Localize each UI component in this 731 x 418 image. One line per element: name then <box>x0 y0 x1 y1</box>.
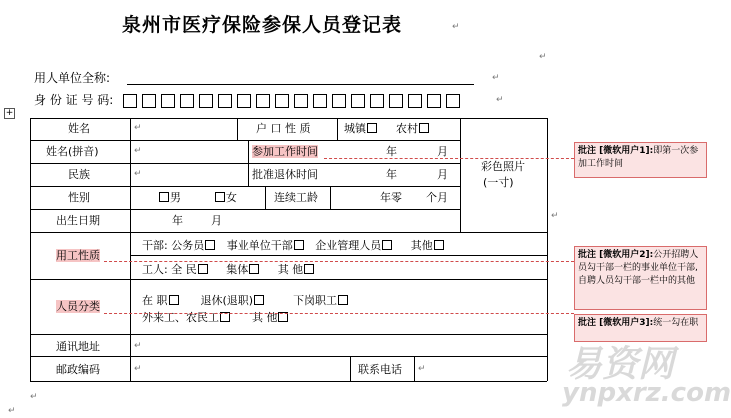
checkbox-town[interactable] <box>367 123 377 133</box>
checkbox-in-service[interactable] <box>169 295 179 305</box>
cell-mark: ↵ <box>134 146 142 156</box>
option-collective-label: 集体 <box>226 263 249 276</box>
label-name-pinyin: 姓名(拼音) <box>46 145 99 158</box>
id-digit-box[interactable] <box>389 94 403 108</box>
id-digit-box[interactable] <box>199 94 213 108</box>
id-digit-box[interactable] <box>370 94 384 108</box>
option-enterprise-mgmt-label: 企业管理人员 <box>315 239 382 252</box>
label-person-category: 人员分类 <box>56 300 100 313</box>
option-other2-label: 其 他 <box>277 263 304 276</box>
id-digit-box[interactable] <box>180 94 194 108</box>
label-gender: 性别 <box>68 191 90 204</box>
comment-connector <box>324 158 574 159</box>
table-line <box>265 186 266 209</box>
watermark-text: 易资网 <box>566 344 675 385</box>
table-line <box>414 356 415 381</box>
paragraph-mark: ↵ <box>452 22 460 32</box>
id-digit-box[interactable] <box>408 94 422 108</box>
id-digit-box[interactable] <box>313 94 327 108</box>
label-ethnicity: 民族 <box>68 168 90 181</box>
checkbox-civil-servant[interactable] <box>205 240 215 250</box>
option-male-label: 男 <box>170 191 181 204</box>
paragraph-mark: ↵ <box>492 73 500 83</box>
table-line <box>337 118 338 141</box>
table-line <box>237 118 238 141</box>
checkbox-collective[interactable] <box>249 264 259 274</box>
employer-label: 用人单位全称: <box>34 71 111 85</box>
checkbox-enterprise-mgmt[interactable] <box>382 240 392 250</box>
option-outside-worker-label: 外来工、农民工 <box>142 311 219 324</box>
label-year: 年 <box>386 145 397 158</box>
page-title: 泉州市医疗保险参保人员登记表 <box>122 14 403 36</box>
worker-label: 工人: <box>142 263 168 276</box>
id-number-label: 身 份 证 号 码: <box>34 93 114 107</box>
comment-connector <box>104 313 574 314</box>
table-line <box>30 186 460 187</box>
table-move-handle-icon[interactable]: + <box>5 108 14 118</box>
category-options-1 <box>142 292 349 308</box>
checkbox-institution-cadre[interactable] <box>294 240 304 250</box>
table-line <box>248 140 249 186</box>
paragraph-mark: ↵ <box>539 52 547 62</box>
cell-mark: ↵ <box>134 364 142 374</box>
label-postcode: 邮政编码 <box>56 363 100 376</box>
id-digit-box[interactable] <box>161 94 175 108</box>
option-town-label: 城镇 <box>344 122 366 135</box>
label-year: 年 <box>172 214 183 227</box>
comment-balloon-2[interactable] <box>574 246 707 310</box>
table-line <box>30 163 460 164</box>
comment-connector <box>104 261 574 262</box>
label-continuous-seniority: 连续工龄 <box>274 191 318 204</box>
id-digit-box[interactable] <box>275 94 289 108</box>
cell-mark: ↵ <box>418 364 426 374</box>
cell-mark: ↵ <box>134 123 142 133</box>
cell-mark: ↵ <box>134 341 142 351</box>
id-digit-box[interactable] <box>294 94 308 108</box>
cell-mark: ↵ <box>134 169 142 179</box>
option-retired-label: 退休(退职) <box>200 294 254 307</box>
paragraph-mark: ↵ <box>30 392 38 402</box>
id-digit-box[interactable] <box>446 94 460 108</box>
id-digit-box[interactable] <box>351 94 365 108</box>
id-digit-box[interactable] <box>142 94 156 108</box>
label-month: 月 <box>437 145 448 158</box>
table-border <box>30 118 547 119</box>
option-in-service-label: 在 职 <box>142 294 168 307</box>
label-month: 月 <box>437 168 448 181</box>
table-border <box>30 118 31 381</box>
table-line <box>330 186 331 209</box>
table-line <box>30 334 547 335</box>
label-month: 月 <box>211 214 222 227</box>
row-mark: ↵ <box>551 211 559 221</box>
cadre-label: 干部: <box>142 239 168 252</box>
comment-text: 公开招聘人员勾干部一栏的事业单位干部,自聘人员勾干部一栏中的其他 <box>578 250 699 286</box>
checkbox-retired[interactable] <box>254 295 264 305</box>
id-digit-box[interactable] <box>427 94 441 108</box>
table-line <box>30 140 460 141</box>
table-border <box>30 381 547 382</box>
employer-input-line[interactable] <box>127 84 474 85</box>
label-year: 年 <box>386 168 397 181</box>
option-male[interactable] <box>158 191 181 204</box>
option-village[interactable] <box>396 122 430 135</box>
id-digit-box[interactable] <box>237 94 251 108</box>
paragraph-mark: ↵ <box>8 406 16 416</box>
id-digit-box[interactable] <box>218 94 232 108</box>
option-town[interactable] <box>344 122 378 135</box>
option-laid-off-label: 下岗职工 <box>293 294 338 307</box>
cadre-options <box>142 237 445 253</box>
table-line <box>30 209 460 210</box>
comment-balloon-1[interactable] <box>574 142 707 178</box>
label-join-work-time: 参加工作时间 <box>252 145 318 158</box>
id-digit-box[interactable] <box>256 94 270 108</box>
category-options-2 <box>142 309 289 325</box>
comment-text: 统一勾在职 <box>653 318 699 328</box>
option-village-label: 农村 <box>396 122 418 135</box>
comment-text: 即第一次参加工作时间 <box>578 146 699 169</box>
label-phone: 联系电话 <box>358 363 402 376</box>
paragraph-mark: ↵ <box>496 95 504 105</box>
table-line <box>460 118 461 232</box>
comment-tag: 批注 [微软用户1]: <box>578 146 654 156</box>
option-other-label: 其他 <box>410 239 433 252</box>
checkbox-other2[interactable] <box>304 264 314 274</box>
label-retire-time: 批准退休时间 <box>252 168 318 181</box>
checkbox-male[interactable] <box>159 192 169 202</box>
checkbox-other[interactable] <box>434 240 444 250</box>
label-birth-date: 出生日期 <box>56 214 100 227</box>
comment-tag: 批注 [微软用户2]: <box>578 250 654 260</box>
checkbox-village[interactable] <box>419 123 429 133</box>
worker-options <box>142 261 315 277</box>
photo-label: 彩色照片 <box>481 160 525 173</box>
option-other3-label: 其 他 <box>251 311 278 324</box>
table-line <box>30 232 547 233</box>
option-institution-cadre-label: 事业单位干部 <box>226 239 293 252</box>
label-months: 个月 <box>426 191 448 204</box>
option-civil-servant-label: 公务员 <box>171 239 205 252</box>
checkbox-laid-off[interactable] <box>338 295 348 305</box>
id-digit-box[interactable] <box>332 94 346 108</box>
label-name: 姓名 <box>68 122 90 135</box>
comment-tag: 批注 [微软用户3]: <box>578 318 654 328</box>
label-work-nature: 用工性质 <box>56 249 100 262</box>
option-female[interactable] <box>214 191 237 204</box>
checkbox-female[interactable] <box>215 192 225 202</box>
watermark-url: ynpxrz.com <box>562 378 731 408</box>
table-line <box>130 118 131 381</box>
label-address: 通讯地址 <box>56 340 100 353</box>
table-line <box>30 356 547 357</box>
table-line <box>350 356 351 381</box>
id-digit-box[interactable] <box>123 94 137 108</box>
option-female-label: 女 <box>226 191 237 204</box>
table-line <box>30 279 547 280</box>
photo-size: (一寸) <box>483 176 514 189</box>
label-hukou: 户 口 性 质 <box>256 122 311 135</box>
table-line <box>130 255 547 256</box>
option-permanent-label: 全 民 <box>171 263 197 276</box>
checkbox-permanent[interactable] <box>198 264 208 274</box>
label-year-zero: 年零 <box>380 191 402 204</box>
